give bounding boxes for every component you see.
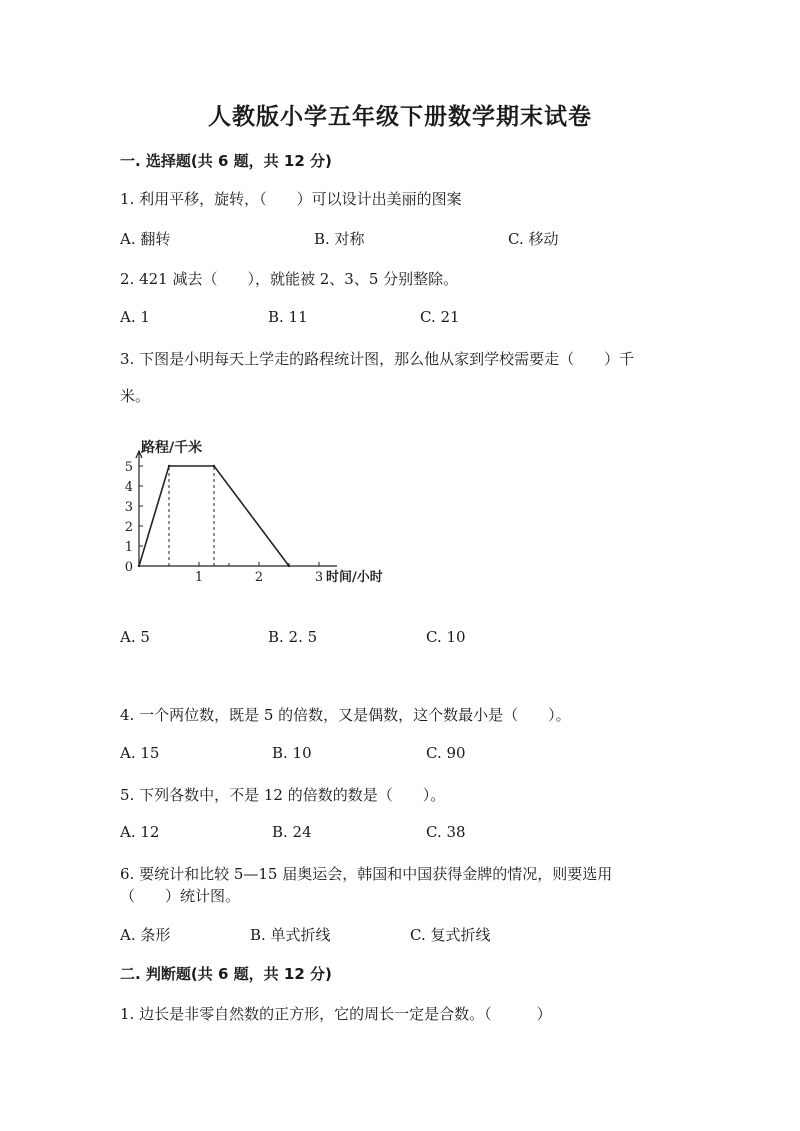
y-tick-label: 3 [124,500,133,515]
q2-option-a: A. 1 [120,308,150,326]
data-point [288,565,290,567]
question-3-line2: 米。 [120,387,151,405]
q4-option-b: B. 10 [272,744,312,762]
page-title: 人教版小学五年级下册数学期末试卷 [208,104,592,130]
q6-option-b: B. 单式折线 [250,926,331,944]
q5-option-b: B. 24 [272,823,312,841]
x-tick-label: 1 [194,570,204,585]
question-3-line1: 3. 下图是小明每天上学走的路程统计图，那么他从家到学校需要走（ ）千 [120,350,635,368]
q1-option-c: C. 移动 [508,230,559,248]
q2-option-b: B. 11 [268,308,308,326]
q2-option-c: C. 21 [420,308,460,326]
q4-option-a: A. 15 [120,744,160,762]
judge-question-1: 1. 边长是非零自然数的正方形，它的周长一定是合数。（ ） [120,1005,552,1023]
data-point [168,465,170,467]
x-tick-label: 2 [254,570,264,585]
question-5: 5. 下列各数中，不是 12 的倍数的数是（ ）。 [120,786,446,804]
question-2: 2. 421 减去（ ），就能被 2、3、5 分别整除。 [120,270,459,288]
y-axis-label: 路程/千米 [141,440,203,456]
data-point [138,565,140,567]
question-1: 1. 利用平移，旋转，（ ）可以设计出美丽的图案 [120,190,462,208]
q1-option-a: A. 翻转 [120,230,171,248]
q4-option-c: C. 90 [426,744,466,762]
y-tick-label: 4 [124,480,133,495]
x-tick-label: 3 [314,570,324,585]
question-6-line1: 6. 要统计和比较 5—15 届奥运会，韩国和中国获得金牌的情况，则要选用 [120,865,613,883]
q3-option-c: C. 10 [426,628,466,646]
y-tick-label: 1 [124,540,133,555]
q5-option-c: C. 38 [426,823,466,841]
q6-option-c: C. 复式折线 [410,926,491,944]
q3-option-b: B. 2. 5 [268,628,318,646]
x-tick-label: 0 [124,560,133,575]
q6-option-a: A. 条形 [120,926,171,944]
question-4: 4. 一个两位数，既是 5 的倍数，又是偶数，这个数最小是（ ）。 [120,706,571,724]
q5-option-a: A. 12 [120,823,160,841]
section-heading-judge: 二. 判断题(共 6 题，共 12 分) [120,965,332,983]
distance-time-chart [118,436,418,586]
y-tick-label: 2 [124,520,133,535]
q3-option-a: A. 5 [120,628,150,646]
q1-option-b: B. 对称 [314,230,365,248]
y-tick-label: 5 [124,460,133,475]
question-6-line2: （ ）统计图。 [120,887,241,905]
x-axis-label: 时间/小时 [326,570,383,585]
section-heading-choice: 一. 选择题(共 6 题，共 12 分) [120,152,332,170]
data-point [213,465,215,467]
